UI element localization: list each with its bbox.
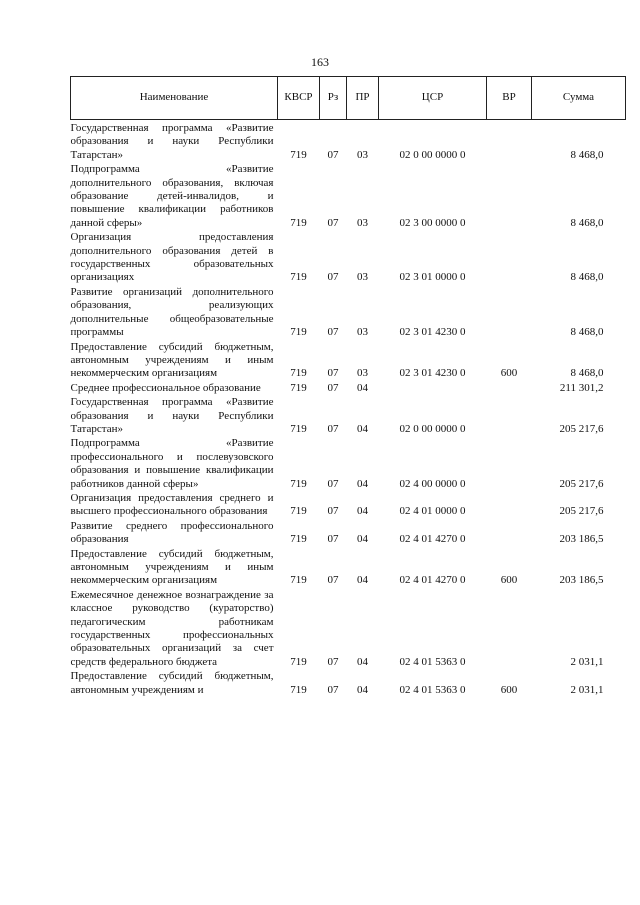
budget-table: [70, 76, 626, 697]
row-pr: 04: [357, 655, 368, 668]
table-row: [71, 285, 626, 340]
row-csr: 02 4 01 4270 0: [399, 574, 466, 587]
row-pr: 03: [357, 216, 368, 229]
row-kvsr: 719: [290, 422, 307, 435]
row-sum: 8 468,0: [570, 326, 604, 339]
row-kvsr: 719: [290, 683, 307, 696]
row-name: Организация предоставления дополнительного образования детей в государственных образовательных организациях: [70, 231, 274, 284]
row-pr: 04: [357, 422, 368, 435]
row-vr: [487, 395, 532, 436]
row-rz: 07: [327, 422, 339, 435]
table-row: [71, 491, 626, 519]
row-name: Государственная программа «Развитие образования и науки Республики Татарстан»: [70, 122, 274, 161]
row-csr: 02 3 01 4230 0: [399, 326, 466, 339]
row-vr: [487, 162, 532, 230]
row-rz: 07: [327, 655, 339, 668]
table-row: [71, 230, 626, 285]
row-rz: 07: [327, 477, 339, 490]
row-sum: 203 186,5: [559, 574, 604, 587]
row-kvsr: 719: [290, 216, 307, 229]
row-sum: 8 468,0: [570, 216, 604, 229]
row-kvsr: 719: [290, 326, 307, 339]
row-name: Подпрограмма «Развитие дополнительного образования, включая образование детей-инвалидов, и повышение квалификации работников данной сферы»: [70, 163, 274, 229]
row-rz: 07: [327, 574, 339, 587]
row-kvsr: 719: [290, 381, 307, 394]
row-rz: 07: [327, 533, 339, 546]
row-pr: 04: [357, 533, 368, 546]
table-row: [71, 436, 626, 491]
row-kvsr: 719: [290, 367, 307, 380]
row-pr: 04: [357, 574, 368, 587]
row-kvsr: 719: [290, 655, 307, 668]
table-row: [71, 340, 626, 381]
table-row: [71, 395, 626, 436]
row-sum: 203 186,5: [559, 533, 604, 546]
header-kvsr: КВСР: [278, 77, 320, 120]
header-rz: Рз: [320, 77, 347, 120]
table-row: [71, 381, 626, 395]
table-row: [71, 120, 626, 163]
row-csr: 02 4 00 0000 0: [399, 477, 466, 490]
table-body: [71, 120, 626, 698]
row-csr: 02 0 00 0000 0: [399, 422, 466, 435]
table-row: [71, 519, 626, 547]
header-vr: ВР: [487, 77, 532, 120]
row-vr: [487, 436, 532, 491]
row-vr: [487, 519, 532, 547]
row-csr: 02 4 01 5363 0: [399, 655, 466, 668]
row-name: Предоставление субсидий бюджетным, автономным учреждениям и иным некоммерческим организациям: [70, 340, 274, 380]
header-sum: Сумма: [532, 77, 626, 120]
row-sum: 205 217,6: [559, 505, 604, 518]
row-name: Развитие среднего профессионального образования: [70, 519, 274, 546]
row-rz: 07: [327, 271, 339, 284]
row-csr: 02 4 01 4270 0: [399, 533, 466, 546]
row-name: Ежемесячное денежное вознаграждение за классное руководство (кураторство) педагогическим работникам государственных профессиональных образовательных организаций за счет средств федерального бюджета: [70, 588, 274, 668]
row-csr: 02 3 00 0000 0: [399, 216, 466, 229]
row-vr: 600: [500, 367, 518, 380]
row-pr: 04: [357, 477, 368, 490]
row-vr: [487, 381, 532, 395]
row-rz: 07: [327, 367, 339, 380]
row-name: Предоставление субсидий бюджетным, автономным учреждениям и: [70, 670, 274, 696]
header-name: Наименование: [71, 77, 278, 120]
row-pr: 03: [357, 148, 368, 161]
row-name: Подпрограмма «Развитие профессионального и послевузовского образования и повышение квалификации работников данной сферы»: [70, 437, 274, 490]
page-number: 163: [311, 55, 329, 69]
row-sum: 205 217,6: [559, 422, 604, 435]
row-pr: 04: [357, 505, 368, 518]
row-pr: 03: [357, 271, 368, 284]
row-kvsr: 719: [290, 505, 307, 518]
row-csr: 02 3 01 4230 0: [399, 367, 466, 380]
row-csr: 02 0 00 0000 0: [399, 148, 466, 161]
row-kvsr: 719: [290, 477, 307, 490]
row-sum: 2 031,1: [570, 683, 604, 696]
row-kvsr: 719: [290, 533, 307, 546]
row-vr: [487, 230, 532, 285]
header-pr: ПР: [347, 77, 379, 120]
row-kvsr: 719: [290, 574, 307, 587]
table-row: [71, 547, 626, 588]
row-csr: [379, 381, 487, 395]
row-csr: 02 3 01 0000 0: [399, 271, 466, 284]
row-name: Среднее профессиональное образование: [70, 381, 261, 394]
table-row: [71, 588, 626, 669]
row-pr: 04: [357, 683, 368, 696]
table-row: [71, 162, 626, 230]
row-vr: 600: [500, 574, 518, 587]
row-sum: 8 468,0: [570, 148, 604, 161]
row-csr: 02 4 01 5363 0: [399, 683, 466, 696]
row-rz: 07: [327, 148, 339, 161]
row-sum: 205 217,6: [559, 477, 604, 490]
row-vr: [487, 285, 532, 340]
row-name: Развитие организаций дополнительного образования, реализующих дополнительные общеобразовательные программы: [70, 285, 274, 339]
row-pr: 03: [357, 367, 368, 380]
row-rz: 07: [327, 381, 339, 394]
row-rz: 07: [327, 216, 339, 229]
row-name: Предоставление субсидий бюджетным, автономным учреждениям и иным некоммерческим организациям: [70, 547, 274, 587]
row-kvsr: 719: [290, 271, 307, 284]
row-rz: 07: [327, 683, 339, 696]
row-vr: [487, 491, 532, 519]
row-sum: 2 031,1: [570, 655, 604, 668]
row-rz: 07: [327, 505, 339, 518]
row-rz: 07: [327, 326, 339, 339]
row-sum: 8 468,0: [570, 271, 604, 284]
row-vr: 600: [500, 683, 518, 696]
row-name: Государственная программа «Развитие образования и науки Республики Татарстан»: [70, 396, 274, 435]
row-csr: 02 4 01 0000 0: [399, 505, 466, 518]
header-row: [71, 77, 626, 120]
row-name: Организация предоставления среднего и высшего профессионального образования: [70, 491, 274, 518]
table-header: [71, 77, 626, 120]
header-csr: ЦСР: [379, 77, 487, 120]
row-vr: [487, 588, 532, 669]
table-row: [71, 669, 626, 697]
row-sum: 211 301,2: [559, 381, 604, 394]
row-vr: [487, 120, 532, 163]
row-kvsr: 719: [290, 148, 307, 161]
row-sum: 8 468,0: [570, 367, 604, 380]
row-pr: 04: [357, 381, 368, 394]
row-pr: 03: [357, 326, 368, 339]
